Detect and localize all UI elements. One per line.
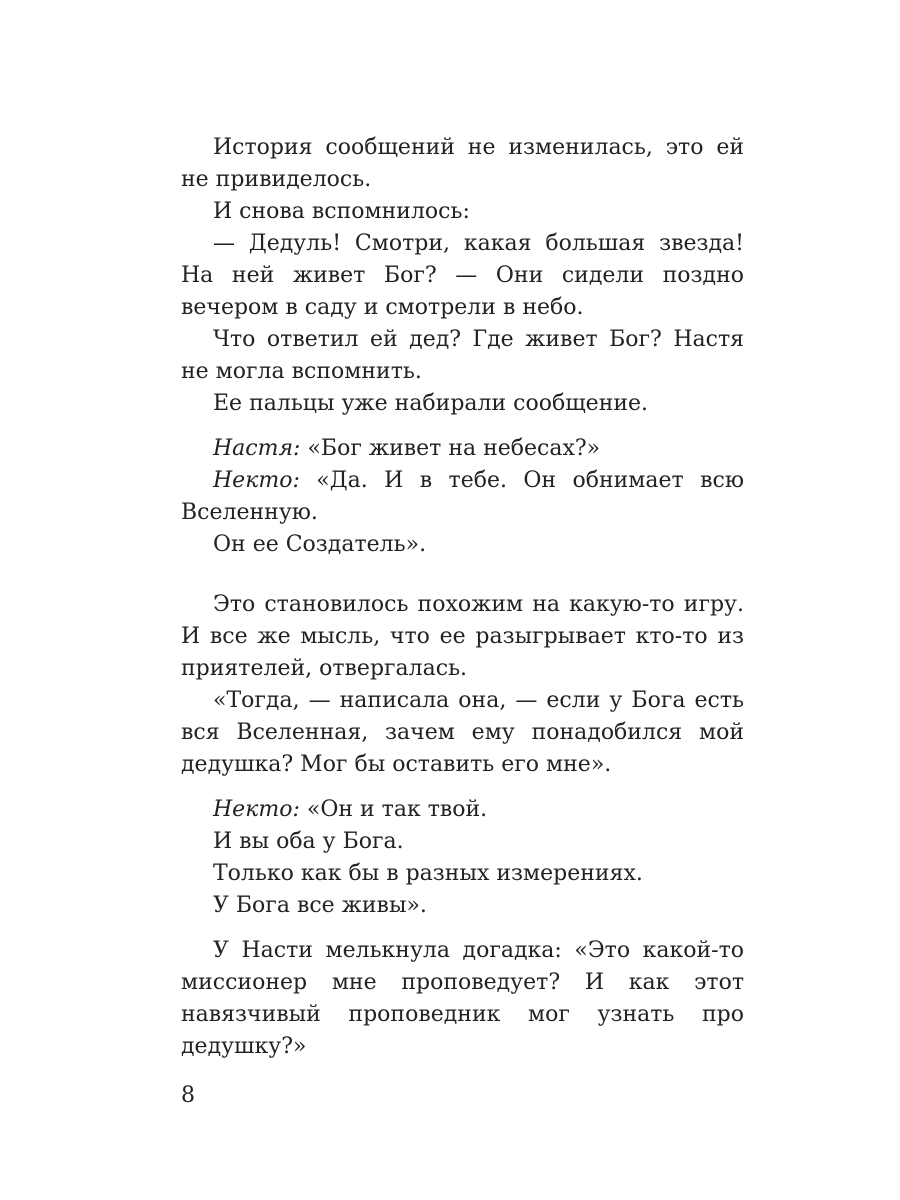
dialog-line: [181, 465, 744, 529]
dialog-line: И вы оба у Бога.: [213, 829, 404, 854]
spacer: [181, 922, 744, 935]
dialog-line: Он ее Создатель».: [213, 532, 427, 557]
paragraph: Что ответил ей дед? Где живет Бог? Настя не могла вспомнить.: [181, 327, 744, 384]
paragraph: У Насти мелькнула догадка: «Это какой-то миссионер мне проповедует? И как этот навязчивый проповедник мог узнать про дедушку?»: [181, 938, 744, 1059]
dialog-text: «Он и так твой.: [299, 797, 488, 822]
speaker-label: Некто:: [213, 797, 300, 822]
paragraph: Ее пальцы уже набирали сообщение.: [213, 391, 649, 416]
page-text: [181, 132, 744, 1063]
spacer: [181, 781, 744, 794]
paragraph: Это становилось похожим на какую-то игру. И все же мысль, что ее разыгрывает кто-то из приятелей, отвергалась.: [181, 592, 744, 681]
dialog-line: [181, 794, 744, 826]
page-number: 8: [181, 1083, 195, 1108]
spacer: [181, 561, 744, 589]
paragraph: История сообщений не изменилась, это ей не привиделось.: [181, 135, 744, 192]
dialog-text: «Да. И в тебе. Он обнимает всю Вселенную.: [181, 468, 744, 525]
paragraph: «Тогда, — написала она, — если у Бога есть вся Вселенная, зачем ему понадобился мой дедушка? Мог бы оставить его мне».: [181, 688, 744, 777]
speaker-label: Настя:: [213, 436, 301, 461]
paragraph: — Дедуль! Смотри, какая большая звезда! На ней живет Бог? — Они сидели поздно вечером в саду и смотрели в небо.: [181, 231, 744, 320]
dialog-line: Только как бы в разных измерениях.: [213, 861, 643, 886]
spacer: [181, 420, 744, 433]
speaker-label: Некто:: [213, 468, 300, 493]
paragraph: И снова вспомнилось:: [213, 199, 470, 224]
dialog-line: [181, 433, 744, 465]
dialog-text: «Бог живет на небесах?»: [300, 436, 601, 461]
dialog-line: У Бога все живы».: [213, 893, 427, 918]
